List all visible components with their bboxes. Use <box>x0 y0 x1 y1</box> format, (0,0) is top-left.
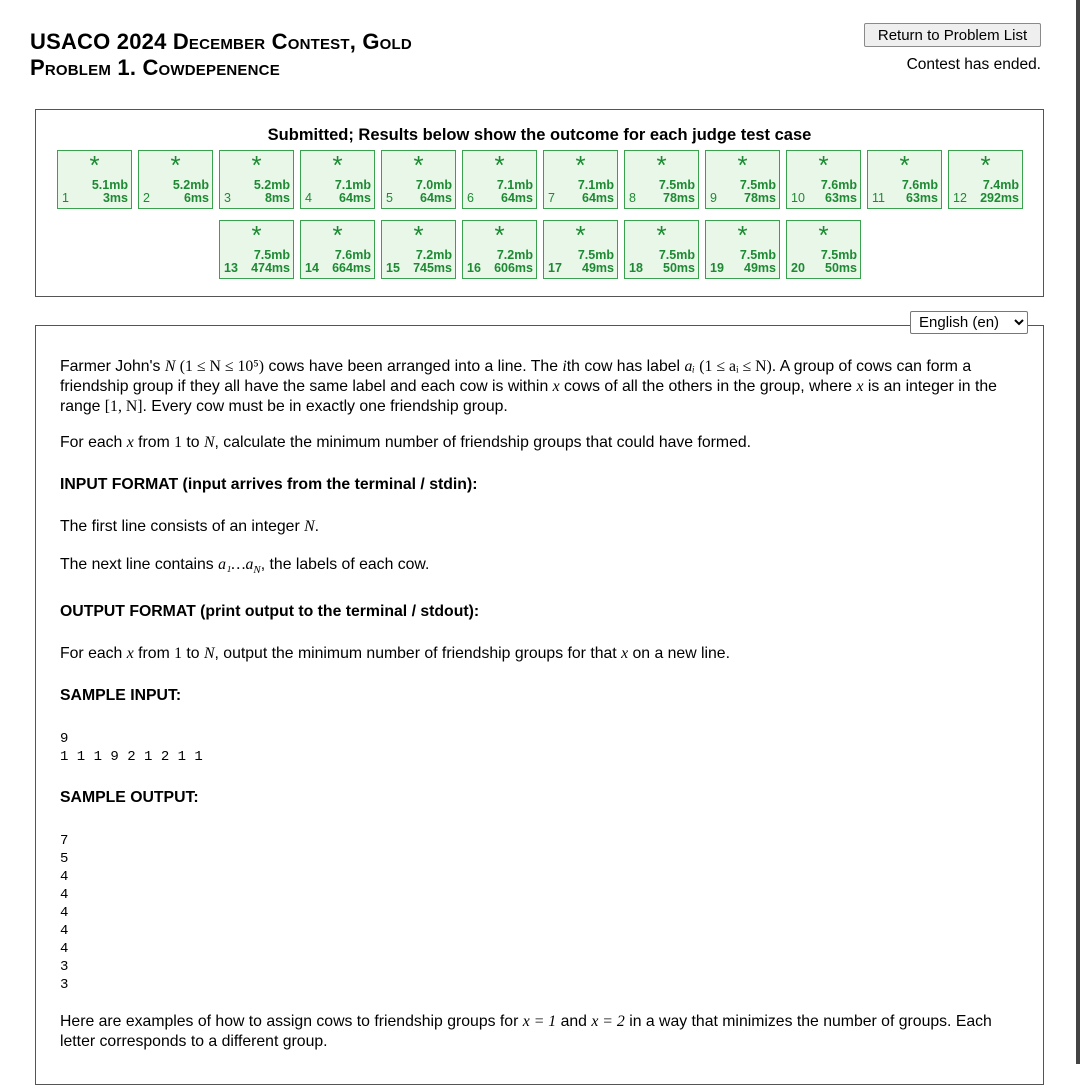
test-case-number: 15 <box>386 261 400 275</box>
test-case-memory: 7.5mb <box>253 248 290 262</box>
test-case-number: 10 <box>791 191 805 205</box>
test-case-result <box>543 150 618 209</box>
sample-output-heading: SAMPLE OUTPUT: <box>60 789 199 807</box>
output-format-heading: OUTPUT FORMAT (print output to the terminal / stdout): <box>60 603 480 621</box>
test-case-number: 12 <box>953 191 967 205</box>
test-case-memory: 7.5mb <box>658 248 695 262</box>
explanation-text: Here are examples of how to assign cows to friendship groups for x = 1 and x = 2 in a way that minimizes the number of groups. Each letter corresponds to a different group. <box>60 1013 992 1051</box>
input-format-heading: INPUT FORMAT (input arrives from the terminal / stdin): <box>60 476 478 493</box>
test-case-time: 664ms <box>332 261 371 275</box>
pass-star-icon: * <box>413 220 424 250</box>
test-case-number: 19 <box>710 261 724 275</box>
test-case-result <box>948 150 1023 209</box>
language-select[interactable] <box>910 311 1028 334</box>
test-case-result <box>462 150 537 209</box>
test-case-memory: 5.2mb <box>172 178 209 192</box>
pass-star-icon: * <box>89 150 100 180</box>
test-case-memory: 5.1mb <box>91 178 128 192</box>
test-case-number: 2 <box>143 191 150 205</box>
pass-star-icon: * <box>494 150 505 180</box>
window-edge <box>1076 0 1080 1064</box>
test-case-result <box>624 150 699 209</box>
test-case-time: 78ms <box>663 191 695 205</box>
sample-output: 7 5 4 4 4 4 4 3 3 <box>60 833 69 994</box>
test-case-number: 17 <box>548 261 562 275</box>
test-case-number: 6 <box>467 191 474 205</box>
test-case-number: 4 <box>305 191 312 205</box>
test-case-result <box>219 220 294 279</box>
problem-description: Farmer John's N (1 ≤ N ≤ 10⁵) cows have been arranged into a line. The ith cow has label aᵢ (1 ≤ aᵢ ≤ N). A group of cows can form a friendship group if they all have the same label and each cow is within x cows of all the others in the group, where x is an integer in the range [1, N]. Every cow must be in exactly one friendship group. <box>60 358 997 415</box>
test-case-result <box>867 150 942 209</box>
pass-star-icon: * <box>494 220 505 250</box>
test-case-time: 78ms <box>744 191 776 205</box>
pass-star-icon: * <box>170 150 181 180</box>
test-case-memory: 7.5mb <box>739 248 776 262</box>
test-case-result <box>786 150 861 209</box>
test-case-number: 7 <box>548 191 555 205</box>
test-case-result <box>543 220 618 279</box>
test-case-time: 64ms <box>501 191 533 205</box>
test-case-result <box>138 150 213 209</box>
return-to-problem-list-button[interactable]: Return to Problem List <box>864 23 1041 47</box>
pass-star-icon: * <box>980 150 991 180</box>
test-case-result <box>786 220 861 279</box>
test-case-time: 50ms <box>825 261 857 275</box>
pass-star-icon: * <box>737 220 748 250</box>
test-case-number: 13 <box>224 261 238 275</box>
test-case-result <box>381 220 456 279</box>
test-case-memory: 7.5mb <box>739 178 776 192</box>
title-line-2: Problem 1. Cowdepenence <box>30 55 280 80</box>
test-case-number: 8 <box>629 191 636 205</box>
test-case-result <box>705 220 780 279</box>
test-case-result <box>381 150 456 209</box>
test-case-number: 11 <box>872 191 885 205</box>
test-case-time: 64ms <box>420 191 452 205</box>
test-case-memory: 7.5mb <box>577 248 614 262</box>
pass-star-icon: * <box>899 150 910 180</box>
pass-star-icon: * <box>656 220 667 250</box>
test-case-number: 3 <box>224 191 231 205</box>
pass-star-icon: * <box>413 150 424 180</box>
pass-star-icon: * <box>818 220 829 250</box>
test-case-result <box>462 220 537 279</box>
test-case-memory: 7.4mb <box>982 178 1019 192</box>
pass-star-icon: * <box>332 150 343 180</box>
test-case-memory: 7.1mb <box>496 178 533 192</box>
test-case-result <box>624 220 699 279</box>
problem-content <box>60 357 1030 1052</box>
test-case-number: 1 <box>62 191 69 205</box>
test-case-memory: 7.6mb <box>334 248 371 262</box>
test-case-time: 292ms <box>980 191 1019 205</box>
test-case-time: 63ms <box>906 191 938 205</box>
pass-star-icon: * <box>656 150 667 180</box>
pass-star-icon: * <box>737 150 748 180</box>
test-case-time: 50ms <box>663 261 695 275</box>
page-title <box>30 29 412 81</box>
test-case-time: 64ms <box>582 191 614 205</box>
contest-status: Contest has ended. <box>906 56 1041 73</box>
test-case-number: 18 <box>629 261 643 275</box>
test-case-time: 606ms <box>494 261 533 275</box>
test-case-number: 9 <box>710 191 717 205</box>
test-case-time: 6ms <box>183 191 209 205</box>
test-case-time: 49ms <box>582 261 614 275</box>
test-case-number: 16 <box>467 261 481 275</box>
pass-star-icon: * <box>251 220 262 250</box>
pass-star-icon: * <box>332 220 343 250</box>
test-case-number: 5 <box>386 191 393 205</box>
test-case-memory: 7.1mb <box>577 178 614 192</box>
test-case-memory: 5.2mb <box>253 178 290 192</box>
sample-input-heading: SAMPLE INPUT: <box>60 687 182 705</box>
test-case-memory: 7.6mb <box>901 178 938 192</box>
results-title: Submitted; Results below show the outcome for each judge test case <box>267 126 812 144</box>
test-case-result <box>705 150 780 209</box>
pass-star-icon: * <box>251 150 262 180</box>
test-case-number: 14 <box>305 261 319 275</box>
test-case-memory: 7.0mb <box>415 178 452 192</box>
test-case-memory: 7.2mb <box>415 248 452 262</box>
test-case-result <box>300 220 375 279</box>
input-line-1: The first line consists of an integer N. <box>60 518 320 535</box>
sample-input: 9 1 1 1 9 2 1 2 1 1 <box>60 731 203 766</box>
test-case-memory: 7.6mb <box>820 178 857 192</box>
test-case-memory: 7.5mb <box>820 248 857 262</box>
test-case-time: 474ms <box>251 261 290 275</box>
input-line-2: The next line contains $a_1\dots a_N$, the labels of each cow. <box>60 556 430 577</box>
test-case-memory: 7.1mb <box>334 178 371 192</box>
test-case-time: 3ms <box>102 191 128 205</box>
test-case-time: 8ms <box>264 191 290 205</box>
test-case-result <box>219 150 294 209</box>
results-panel <box>35 109 1044 297</box>
test-case-time: 63ms <box>825 191 857 205</box>
pass-star-icon: * <box>575 150 586 180</box>
title-line-1: USACO 2024 December Contest, Gold <box>30 29 412 54</box>
test-case-memory: 7.2mb <box>496 248 533 262</box>
pass-star-icon: * <box>818 150 829 180</box>
output-description: For each x from 1 to N, output the minimum number of friendship groups for that x on a new line. <box>60 645 730 663</box>
test-case-number: 20 <box>791 261 805 275</box>
test-case-time: 49ms <box>744 261 776 275</box>
test-case-memory: 7.5mb <box>658 178 695 192</box>
test-case-result <box>300 150 375 209</box>
test-case-time: 64ms <box>339 191 371 205</box>
pass-star-icon: * <box>575 220 586 250</box>
test-case-time: 745ms <box>413 261 452 275</box>
task-description: For each x from 1 to N, calculate the minimum number of friendship groups that could have formed. <box>60 434 752 451</box>
test-case-result <box>57 150 132 209</box>
